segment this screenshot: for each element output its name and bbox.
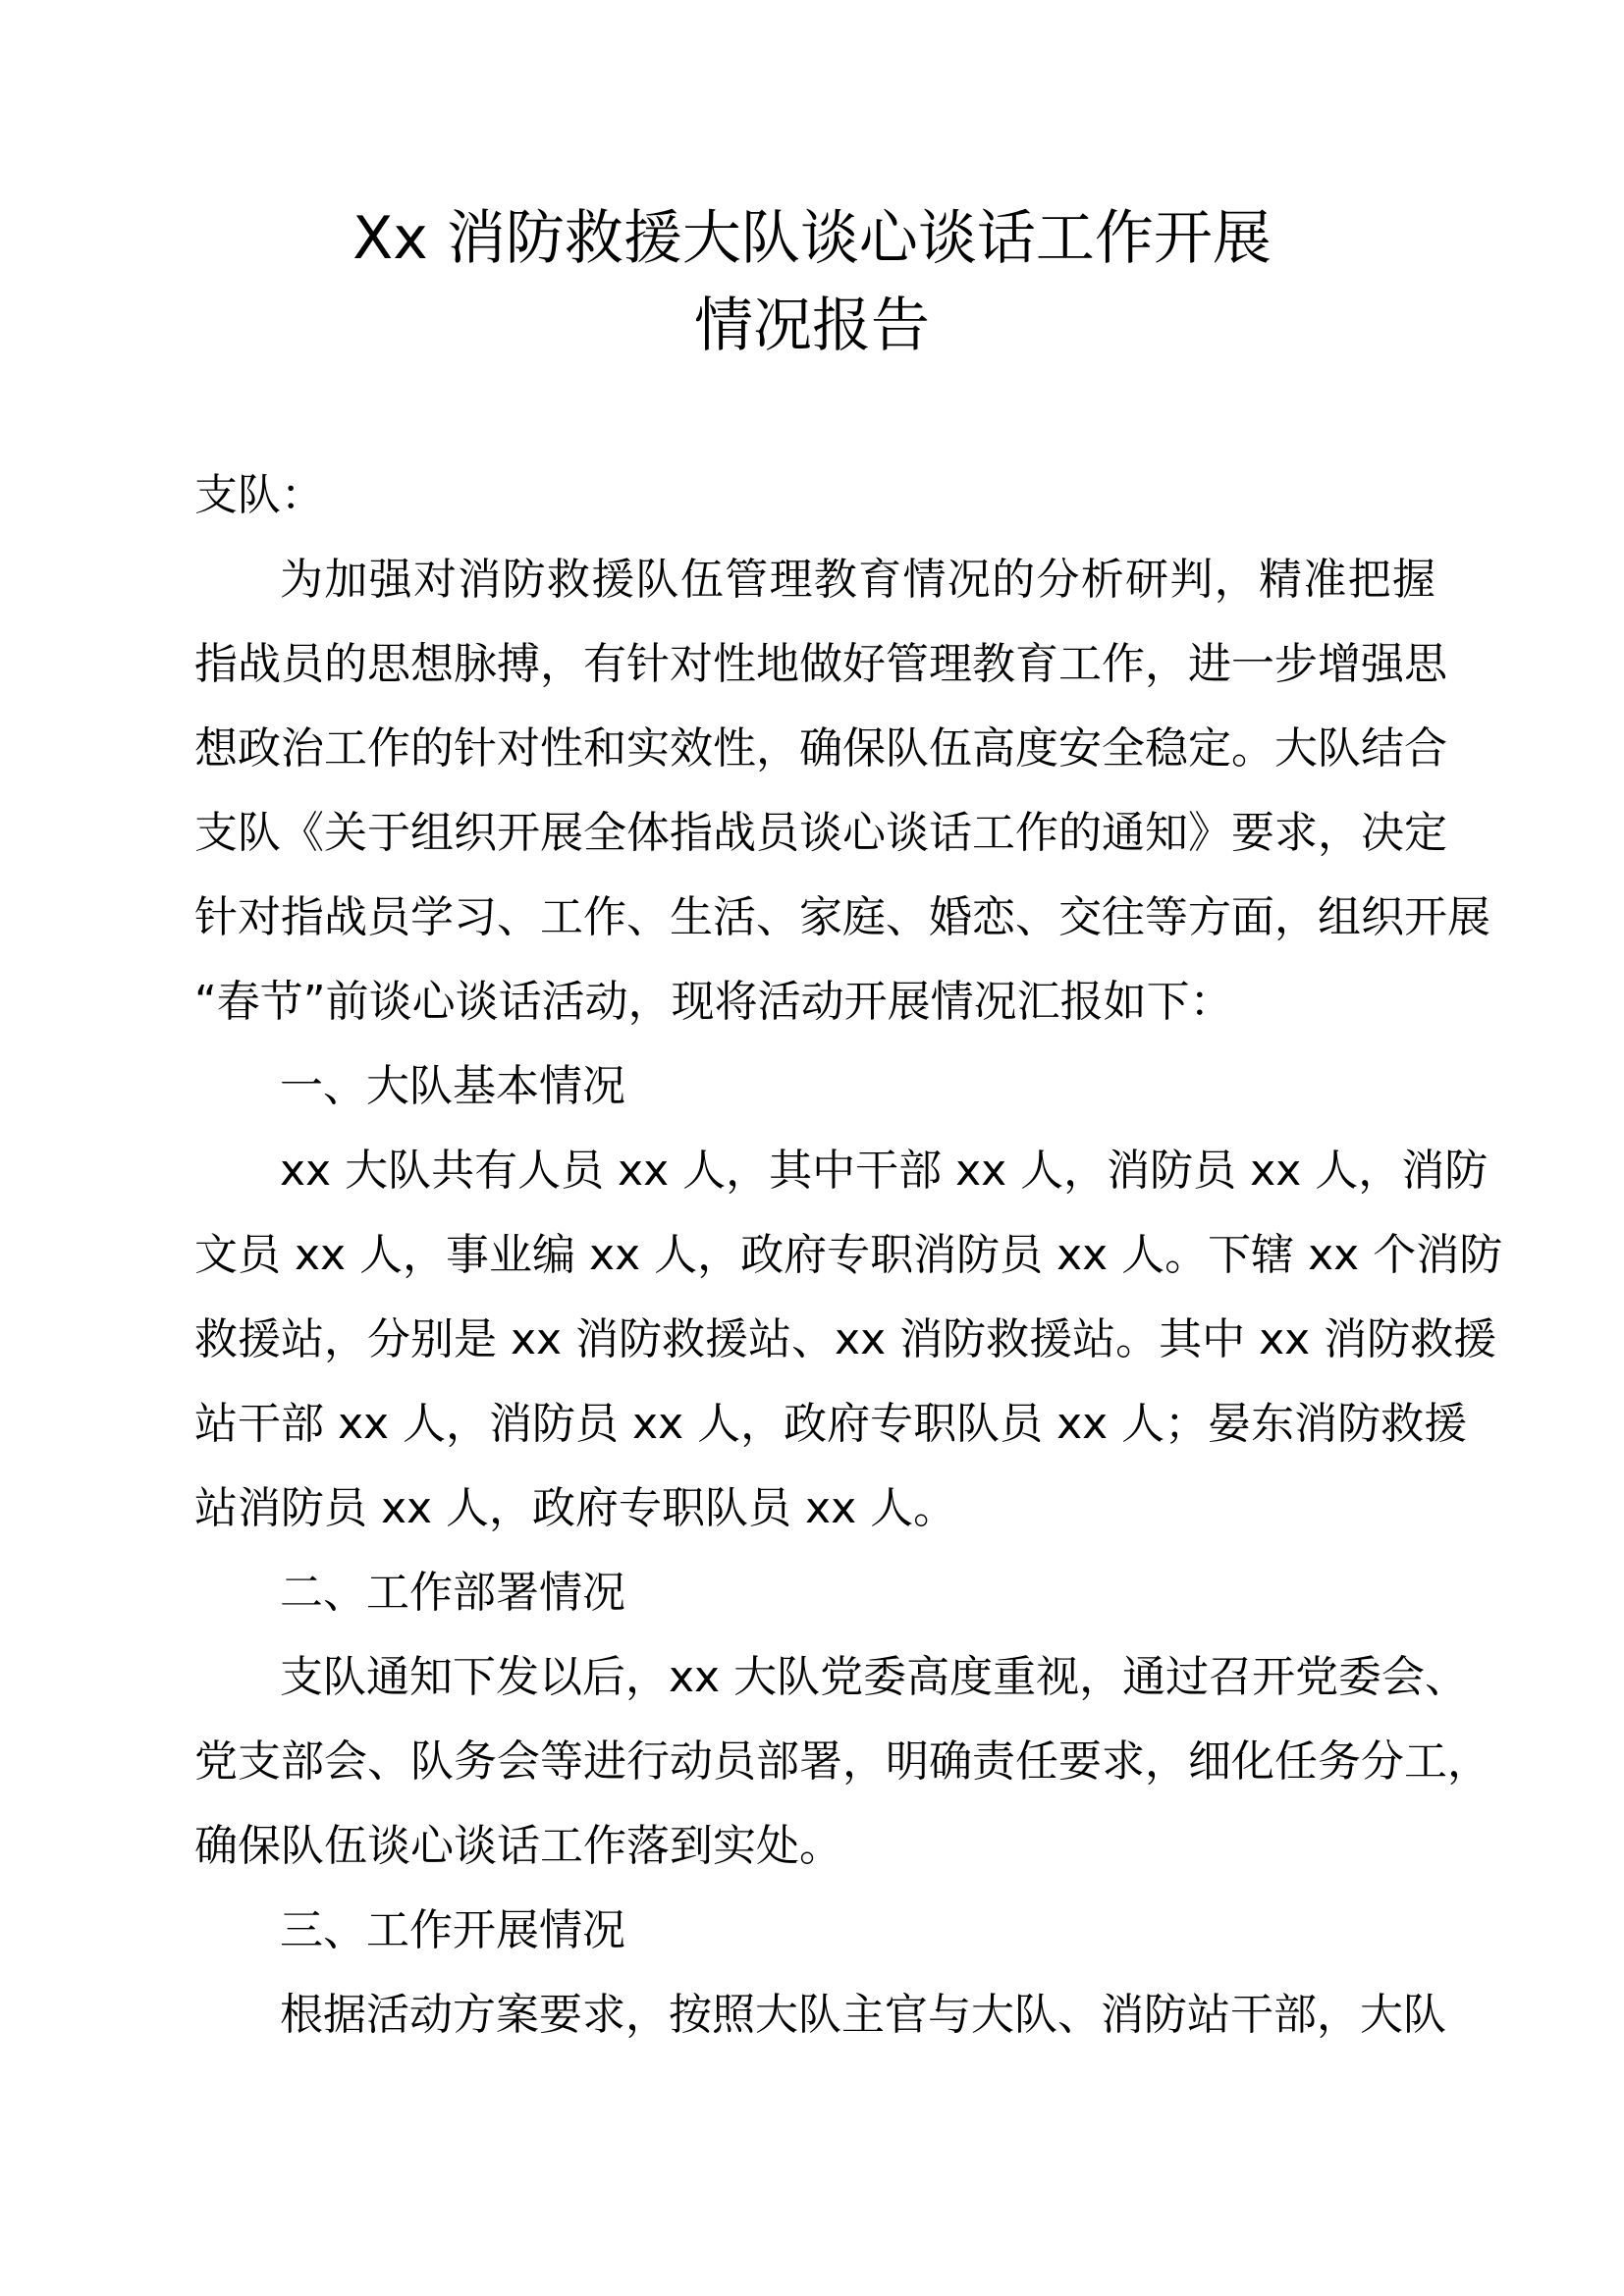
section-heading: 一、大队基本情况 <box>280 1061 625 1111</box>
paragraph-line: 支队通知下发以后，xx 大队党委高度重视，通过召开党委会、 <box>280 1652 1469 1702</box>
paragraph-line: 文员 xx 人，事业编 xx 人，政府专职消防员 xx 人。下辖 xx 个消防 <box>194 1230 1503 1280</box>
section-heading: 二、工作部署情况 <box>280 1568 625 1618</box>
paragraph-line: 指战员的思想脉搏，有针对性地做好管理教育工作，进一步增强思 <box>194 639 1447 689</box>
paragraph-line: 为加强对消防救援队伍管理教育情况的分析研判，精准把握 <box>280 555 1435 605</box>
paragraph-line: 针对指战员学习、工作、生活、家庭、婚恋、交往等方面，组织开展 <box>194 892 1490 942</box>
paragraph-line: “春节”前谈心谈话活动，现将活动开展情况汇报如下： <box>194 977 1233 1027</box>
section-heading: 三、工作开展情况 <box>280 1905 625 1955</box>
paragraph-line: 救援站，分别是 xx 消防救援站、xx 消防救援站。其中 xx 消防救援 <box>194 1314 1497 1364</box>
paragraph-line: 想政治工作的针对性和实效性，确保队伍高度安全稳定。大队结合 <box>194 723 1447 774</box>
paragraph-line: 党支部会、队务会等进行动员部署，明确责任要求，细化任务分工， <box>194 1736 1490 1787</box>
paragraph-line: 根据活动方案要求，按照大队主官与大队、消防站干部，大队 <box>280 1990 1446 2040</box>
salutation: 支队： <box>194 470 324 520</box>
document-title-line-1: Xx 消防救援大队谈心谈话工作开展 <box>352 204 1272 273</box>
paragraph-line: 支队《关于组织开展全体指战员谈心谈话工作的通知》要求，决定 <box>194 808 1447 858</box>
paragraph-line: 站干部 xx 人，消防员 xx 人，政府专职队员 xx 人；晏东消防救援 <box>194 1399 1468 1449</box>
paragraph-line: xx 大队共有人员 xx 人，其中干部 xx 人，消防员 xx 人，消防 <box>280 1146 1489 1196</box>
document-title-line-2: 情况报告 <box>694 292 930 360</box>
paragraph-line: 站消防员 xx 人，政府专职队员 xx 人。 <box>194 1483 957 1533</box>
paragraph-line: 确保队伍谈心谈话工作落到实处。 <box>194 1821 842 1871</box>
